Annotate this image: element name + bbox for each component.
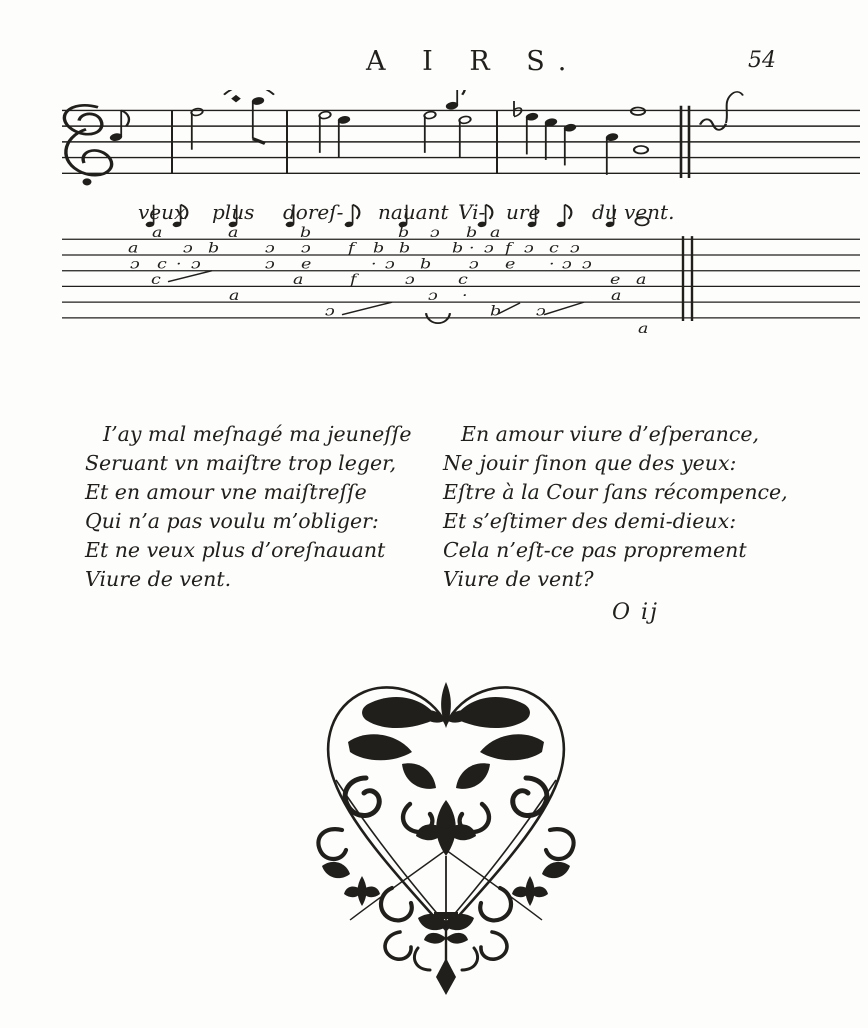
tablature-letter: ɔ [130, 255, 140, 272]
verse-column-right [443, 420, 788, 594]
tablature-letter: c [157, 255, 167, 272]
tablature-letter: b [452, 239, 464, 257]
lyric-syllable: nauant [378, 200, 449, 224]
tablature-letter: e [610, 270, 621, 288]
tablature-letter: ɔ [484, 239, 494, 257]
tablature-letter: ɔ [191, 255, 201, 272]
tablature-letter: e [300, 255, 312, 272]
tablature-letter: b [208, 239, 220, 257]
verse-line: Cela n’eſt-ce pas proprement [443, 538, 747, 562]
tablature-letter: ɔ [385, 255, 395, 272]
custos-icon [726, 92, 743, 123]
tablature-letter: · [462, 286, 468, 304]
tablature-letter: c [549, 239, 559, 257]
lyric-syllable: doreſ- [283, 200, 344, 224]
tablature-letter: ɔ [324, 302, 335, 319]
verse-line: Et en amour vne maiſtreſſe [85, 480, 367, 504]
verse-line: Seruant vn maiſtre trop leger, [85, 451, 397, 475]
whole-note [631, 107, 645, 115]
tablature-letter: b [299, 223, 312, 241]
lyric-syllable: veux [138, 200, 186, 224]
tablature-letter: ɔ [430, 223, 440, 241]
slur [224, 90, 274, 95]
hold-slash [342, 302, 392, 315]
page-number: 54 [748, 48, 776, 73]
hold-slash [544, 302, 584, 315]
note-flag [121, 110, 129, 126]
tablature-letter: ɔ [523, 239, 534, 257]
page-title: A I R S. [366, 46, 581, 77]
tablature-letter: ɔ [428, 286, 438, 304]
tablature-letter: b [465, 223, 478, 241]
rhythm-note-flag [486, 205, 493, 219]
tablature-letter: a [489, 223, 501, 241]
tablature-letter: · [175, 255, 182, 272]
lyric-syllable: ure [506, 200, 541, 224]
verse-line: Ne jouir ſinon que des yeux: [443, 451, 737, 475]
verse-line: Et ne veux plus d’oreſnauant [85, 538, 386, 562]
note-hook [253, 139, 265, 144]
tablature-letter: ɔ [536, 302, 546, 319]
tablature-letter: ɔ [562, 255, 572, 272]
tablature-letter: a [611, 286, 622, 304]
rhythm-note-flag [353, 205, 360, 219]
tablature-letter: a [151, 223, 163, 241]
tablature-letter: f [349, 270, 357, 288]
tablature-letter: a [636, 270, 647, 288]
rhythm-note-flag [565, 205, 572, 219]
tablature-letter: · [370, 255, 377, 272]
tablature-letter: · [549, 255, 555, 272]
hold-slash [498, 303, 520, 314]
heart-ornament [306, 680, 586, 995]
note-dot [231, 95, 241, 103]
lyric-syllable: Vi- [458, 200, 486, 224]
tablature-letter: ɔ [468, 255, 479, 272]
tablature-letter: c [150, 270, 161, 288]
hold-slash [168, 271, 212, 282]
whole-note [634, 146, 648, 154]
verse-line: Eſtre à la Cour ſans récompence, [443, 480, 788, 504]
tablature-letter: ɔ [265, 255, 275, 272]
tablature-letter: e [505, 255, 516, 272]
tablature-letter: f [505, 239, 512, 257]
tablature-letter: f [347, 239, 355, 257]
custos-icon [700, 119, 726, 130]
music-notation [0, 90, 868, 420]
verse-line: Qui n’a pas voulu m’obliger: [85, 509, 379, 533]
tablature-letter: a [293, 270, 304, 288]
signature-mark: O ij [612, 600, 659, 625]
lyric-syllable: du vent. [592, 200, 675, 224]
tablature-letter: b [398, 239, 411, 257]
tablature-letter: a [128, 239, 139, 257]
verse-line: Et s’eſtimer des demi-dieux: [443, 509, 737, 533]
tablature-letter: b [489, 302, 502, 319]
tablature-letter: b [419, 255, 432, 272]
tablature-letter: ɔ [570, 239, 580, 257]
tablature-letter: b [372, 239, 385, 257]
tablature-letter: ɔ [582, 255, 592, 272]
verse-line: I’ay mal meſnagé ma jeuneſſe [103, 422, 412, 446]
tablature-letter: a [228, 223, 239, 241]
tablature-letter: ɔ [265, 239, 275, 257]
tablature-letter: ɔ [405, 270, 415, 288]
note-flag [457, 90, 465, 95]
lyric-syllable: plus [212, 200, 255, 224]
verse-line: Viure de vent. [85, 567, 232, 591]
tablature-letter: b [397, 223, 410, 241]
flat-sign [514, 101, 522, 117]
verse-column-left [85, 420, 412, 594]
tablature-letter: ɔ [183, 239, 193, 257]
verse-line: Viure de vent? [443, 567, 594, 591]
tablature-letter: ɔ [300, 239, 311, 257]
verse-line: En amour viure d’eſperance, [461, 422, 759, 446]
tablature-letter: c [458, 270, 468, 288]
tablature-letter: · [468, 239, 475, 257]
tablature-letter: a [229, 286, 240, 304]
tablature-letter: a [638, 319, 649, 337]
